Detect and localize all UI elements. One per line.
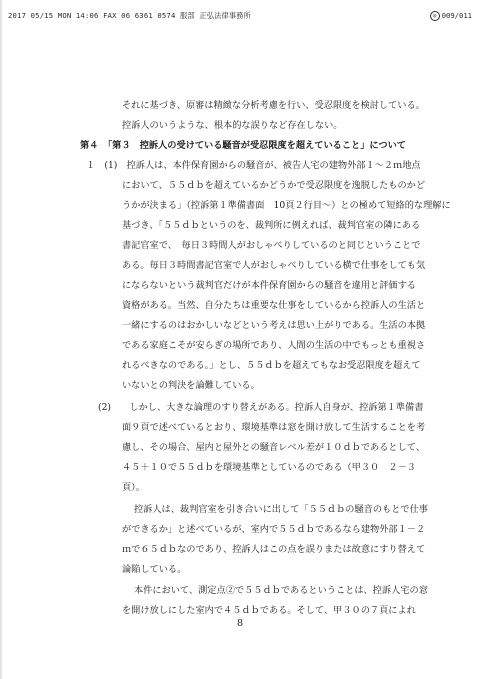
body-line: ある。毎日３時間書記官室で人がおしゃべりしている横で仕事をしても気 bbox=[122, 260, 426, 271]
body-line: いないとの判決を論難している。 bbox=[122, 380, 260, 391]
body-line: ４５＋１０で５５ｄｂを環境基準としているのである（甲３０ ２－３ bbox=[122, 462, 416, 473]
body-line: にならないという裁判官だけが本件保育園からの騒音を違用と評価する bbox=[122, 280, 416, 291]
body-line: うかが決まる」（控訴第１準備書面 10頁２行目～）との極めて短絡的な理解に bbox=[122, 200, 451, 211]
body-line: それに基づき、原審は精緻な分析考慮を行い、受忍限度を検討している。 bbox=[122, 100, 425, 111]
body-line: (2) しかし、大きな論理のすり替えがある。控訴人自身が、控訴第１準備書 bbox=[98, 402, 424, 413]
body-line: 基づき、「５５ｄｂというのを、裁判所に例えれば、裁判官室の隣にある bbox=[122, 220, 421, 231]
body-line: である家庭こそが安らぎの場所であり、人間の生活の中でもっとも重視さ bbox=[122, 340, 426, 351]
body-line: １ (1) 控訴人は、本件保育園からの騒音が、被告人宅の建物外部１～２ｍ地点 bbox=[86, 160, 421, 171]
body-line: を開け放しにした室内で４５ｄｂである。そして、甲３０の７頁によれ bbox=[122, 605, 416, 616]
body-line: ができるか」と述べているが、室内で５５ｄｂであるなら建物外部１－２ bbox=[122, 524, 426, 535]
body-line: において、５５ｄｂを超えているかどうかで受忍限度を逸脱したものかど bbox=[122, 180, 426, 191]
body-line: 面９頁で述べているとおり、環境基準は窓を開け放して生活することを考 bbox=[122, 422, 426, 433]
body-line: 控訴人のいうような、根本的な誤りなど存在しない。 bbox=[122, 120, 343, 131]
body-line: れるべきなのである。」とし、５５ｄｂを超えてもなお受忍限度を超えて bbox=[122, 360, 421, 371]
body-line: 資格がある。当然、自分たちは重要な仕事をしているから控訴人の生活と bbox=[122, 300, 426, 311]
section-heading: 第４ 「第３ 控訴人の受けている騒音が受忍限度を超えていること」について bbox=[80, 140, 406, 151]
body-line: 一緒にするのはおかしいなどという考えは思い上がりである。生活の本拠 bbox=[122, 320, 426, 331]
body-line: 書記官室で、 毎日３時間人がおしゃべりしているのと同じということで bbox=[122, 240, 421, 251]
page-number: 8 bbox=[236, 618, 244, 629]
body-line: 頁）。 bbox=[122, 482, 145, 493]
body-line: 論陥している。 bbox=[122, 564, 187, 575]
body-line: 慮し、その場合、屋内と屋外との騒音レベル差が１０ｄｂであるとして、 bbox=[122, 442, 426, 453]
fax-status-icon: ◎ bbox=[430, 11, 440, 21]
body-line: ｍで６５ｄｂなのであり、控訴人はこの点を誤りまたは故意にすり替えて bbox=[122, 544, 426, 555]
body-line: 控訴人は、裁判官室を引き合いに出して「５５ｄｂの騒音のもとで仕事 bbox=[134, 504, 428, 515]
body-line: 本件において、測定点②で５５ｄｂであるということは、控訴人宅の窓 bbox=[134, 585, 428, 596]
fax-page-count: 009/011 bbox=[441, 11, 472, 20]
fax-transmission-line: 2017 05/15 MON 14:06 FAX 06 6361 0574 服部 正弘法律事務所 bbox=[8, 11, 252, 20]
